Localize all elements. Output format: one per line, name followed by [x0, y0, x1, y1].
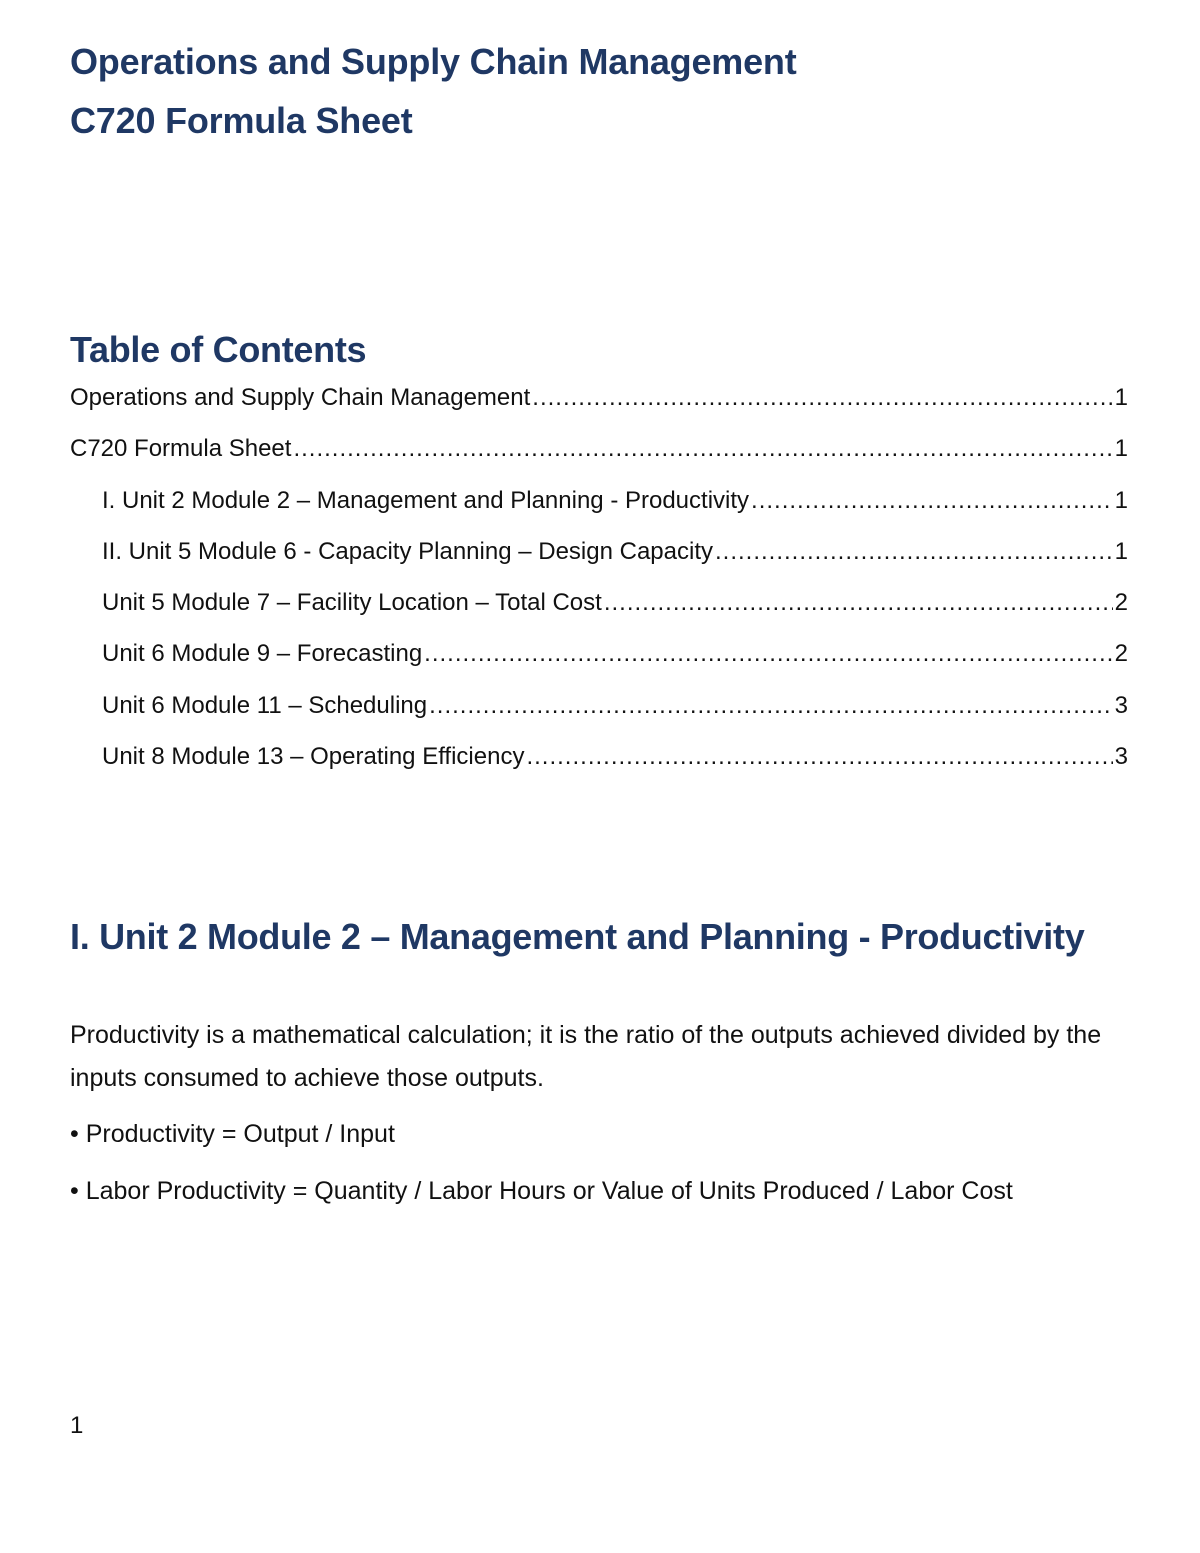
toc-entry-page: 1: [1114, 384, 1128, 411]
toc-entry-forecasting[interactable]: [102, 642, 1128, 666]
toc-entry-page: 1: [1114, 435, 1128, 462]
toc-dot-leader: [715, 540, 1113, 564]
toc-entry-label: I. Unit 2 Module 2 – Management and Planning - Productivity: [102, 487, 750, 514]
toc-entry-c720[interactable]: [70, 437, 1128, 461]
toc-entry-page: 2: [1114, 589, 1128, 616]
toc-entry-page: 2: [1114, 640, 1128, 667]
toc-entry-page: 3: [1114, 692, 1128, 719]
toc-entry-label: Unit 8 Module 13 – Operating Efficiency: [102, 743, 525, 770]
toc-entry-label: Unit 6 Module 9 – Forecasting: [102, 640, 423, 667]
toc-dot-leader: [604, 591, 1113, 615]
bullet-productivity-formula: • Productivity = Output / Input: [70, 1120, 395, 1148]
bullet-labor-productivity-formula: • Labor Productivity = Quantity / Labor Hours or Value of Units Produced / Labor Cost: [70, 1177, 1013, 1205]
toc-dot-leader: [526, 745, 1112, 769]
toc-entry-scheduling[interactable]: [102, 694, 1128, 718]
toc-entry-facility-location[interactable]: [102, 591, 1128, 615]
toc-dot-leader: [293, 437, 1112, 461]
toc-entry-page: 3: [1114, 743, 1128, 770]
toc-entry-label: Unit 6 Module 11 – Scheduling: [102, 692, 428, 719]
toc-entry-label: Operations and Supply Chain Management: [70, 384, 531, 411]
document-subtitle: C720 Formula Sheet: [70, 100, 413, 141]
section-heading-productivity: I. Unit 2 Module 2 – Management and Planning - Productivity: [70, 916, 1085, 957]
toc-entry-page: 1: [1114, 538, 1128, 565]
toc-entry-label: Unit 5 Module 7 – Facility Location – Total Cost: [102, 589, 602, 616]
page-number: 1: [70, 1412, 84, 1439]
toc-heading: Table of Contents: [70, 329, 367, 370]
toc-entry-productivity[interactable]: [102, 489, 1128, 513]
document-title: Operations and Supply Chain Management: [70, 41, 797, 82]
toc-entry-operations[interactable]: [70, 386, 1128, 410]
toc-dot-leader: [424, 642, 1112, 666]
section-paragraph: Productivity is a mathematical calculation; it is the ratio of the outputs achieved divided by the inputs consumed to achieve those outputs.: [70, 1021, 1102, 1092]
toc-entry-page: 1: [1114, 487, 1128, 514]
toc-entry-operating-efficiency[interactable]: [102, 745, 1128, 769]
toc-entry-capacity-planning[interactable]: [102, 540, 1128, 564]
toc-entry-label: C720 Formula Sheet: [70, 435, 292, 462]
toc-dot-leader: [429, 694, 1113, 718]
toc-dot-leader: [532, 386, 1112, 410]
toc-dot-leader: [751, 489, 1113, 513]
toc-entry-label: II. Unit 5 Module 6 - Capacity Planning – Design Capacity: [102, 538, 713, 565]
